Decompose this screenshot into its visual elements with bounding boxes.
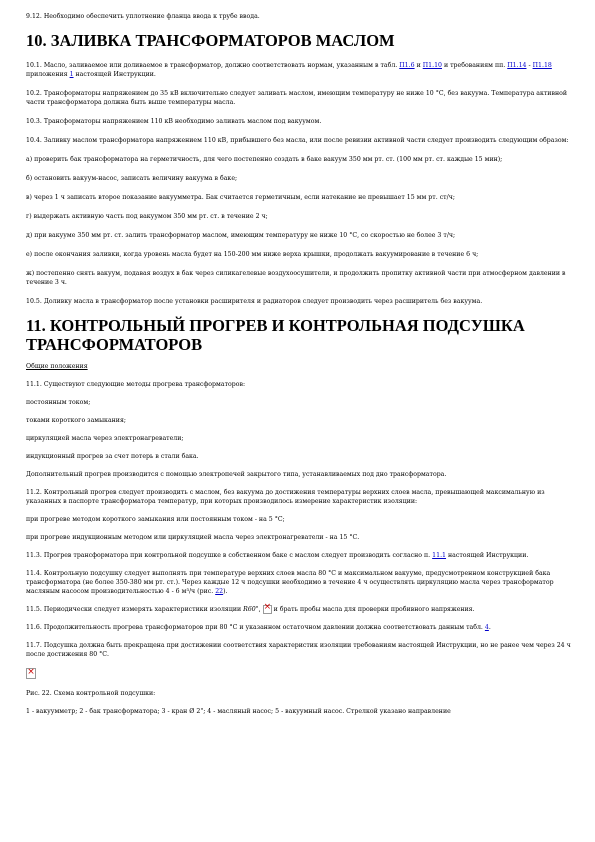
para-10-4: 10.4. Заливку маслом трансформатора напряжением 110 кВ, прибывшего без масла, или после ревизии активной части следует производить следующим образом: <box>26 137 569 144</box>
para-10-4-v: в) через 1 ч записать второе показание вакуумметра. Бак считается герметичным, если натекание не превышает 15 мм рт. ст/ч; <box>26 194 455 201</box>
section-10-title: 10. ЗАЛИВКА ТРАНСФОРМАТОРОВ МАСЛОМ <box>26 31 395 50</box>
para-11-4: 11.4. Контрольную подсушку следует выполнять при температуре верхних слоев масла 80 °С и максимальном вакууме, предусмотренном конструкцией бака трансформатора (не более 350-380 мм рт. ст.). Через каждые 12 ч подсушки необходимо в течение 4 ч осуществлять циркуляцию масла через трансформатор масляным насосом производительностью 4 - 6 м³/ч (рис. 22). <box>26 570 554 595</box>
link-p1-14[interactable]: П1.14 <box>507 62 527 69</box>
link-11-1[interactable]: 11.1 <box>432 552 447 559</box>
para-11-2: 11.2. Контрольный прогрев следует производить с маслом, без вакуума до достижения температуры верхних слоев масла, превышающей максимальную из указанных в паспорте трансформатора температур, при которых производилось измерение характеристик изоляции: <box>26 489 545 505</box>
figure-22-caption: Рис. 22. Схема контрольной подсушки: <box>26 690 156 697</box>
para-10-4-d: д) при вакууме 350 мм рт. ст. залить трансформатор маслом, имеющим температуру не ниже 10 °С, со скоростью не более 3 т/ч; <box>26 232 456 239</box>
para-10-4-e: е) после окончания заливки, когда уровень масла будет на 150-200 мм ниже верха крышки, продолжать вакуумирование в течение 6 ч; <box>26 251 479 258</box>
para-10-4-b: б) остановить вакуум-насос, записать величину вакуума в баке; <box>26 175 238 182</box>
para-11-6: 11.6. Продолжительность прогрева трансформаторов при 80 °С и указанном остаточном давлении должна соответствовать данным табл. 4. <box>26 624 491 631</box>
para-10-3: 10.3. Трансформаторы напряжением 110 кВ необходимо заливать маслом под вакуумом. <box>26 118 322 125</box>
section-11-title: 11. КОНТРОЛЬНЫЙ ПРОГРЕВ И КОНТРОЛЬНАЯ ПОДСУШКА ТРАНСФОРМАТОРОВ <box>26 316 525 354</box>
para-11-1: 11.1. Существуют следующие методы прогрева трансформаторов: <box>26 381 246 388</box>
link-p1-6[interactable]: П1.6 <box>399 62 415 69</box>
para-10-4-a: а) проверить бак трансформатора на герметичность, для чего постепенно создать в баке вакуум 350 мм рт. ст. (100 мм рт. ст. каждые 15 мин); <box>26 156 503 163</box>
broken-image-icon <box>26 668 36 679</box>
method-short-circuit: токами короткого замыкания; <box>26 417 126 424</box>
intro-line: 9.12. Необходимо обеспечить уплотнение фланца ввода к трубе ввода. <box>26 13 260 20</box>
para-10-4-g: г) выдержать активную часть под вакуумом 350 мм рт. ст. в течение 2 ч; <box>26 213 268 220</box>
link-fig-22[interactable]: 22 <box>215 588 224 595</box>
figure-22-legend: 1 - вакуумметр; 2 - бак трансформатора; 3 - кран Ø 2"; 4 - масляный насос; 5 - вакуумный насос. Стрелкой указано направление <box>26 708 451 715</box>
para-10-1: 10.1. Масло, заливаемое или доливаемое в трансформатор, должно соответствовать нормам, указанным в табл. П1.6 и П1.10 и требованиям пп. П1.14 - П1.18 приложения 1 настоящей Инструкции. <box>26 62 552 78</box>
para-11-3: 11.3. Прогрев трансформатора при контрольной подсушке в собственном баке с маслом следует производить согласно п. 11.1 настоящей Инструкции. <box>26 552 529 559</box>
link-p1-10[interactable]: П1.10 <box>422 62 442 69</box>
method-oil-circulation: циркуляцией масла через электронагреватели; <box>26 435 184 442</box>
section-11-subtitle: Общие положения <box>26 363 88 370</box>
broken-image-icon <box>263 605 272 614</box>
figure-22-image <box>26 668 571 680</box>
para-10-2: 10.2. Трансформаторы напряжением до 35 кВ включительно следует заливать маслом, имеющим температуру не ниже 10 °С, без вакуума. Температура активной части трансформатора должна быть выше температуры масла. <box>26 90 567 106</box>
link-p1-18[interactable]: П1.18 <box>532 62 552 69</box>
para-10-5: 10.5. Доливку масла в трансформатор после установки расширителя и радиаторов следует производить через расширитель без вакуума. <box>26 298 483 305</box>
para-11-7: 11.7. Подсушка должна быть прекращена при достижении соответствия характеристик изоляции требованиям настоящей Инструкции, но не ранее чем через 24 ч после достижения 80 °С. <box>26 642 571 658</box>
link-appendix-1[interactable]: 1 <box>69 71 74 78</box>
link-table-4[interactable]: 4 <box>484 624 489 631</box>
para-11-5: 11.5. Периодически следует измерять характеристики изоляции R60", × и брать пробы масла для проверки пробивного напряжения. <box>26 605 571 614</box>
para-11-2-a: при прогреве методом короткого замыкания или постоянным током - на 5 °С; <box>26 516 285 523</box>
para-11-2-b: при прогреве индукционным методом или циркуляцией масла через электронагреватели - на 15 °С. <box>26 534 360 541</box>
para-11-extra-heating: Дополнительный прогрев производится с помощью электропечей закрытого типа, устанавливаемых под дно трансформатора. <box>26 471 447 478</box>
method-dc: постоянным током; <box>26 399 91 406</box>
method-induction: индукционный прогрев за счет потерь в стали бака. <box>26 453 199 460</box>
para-10-4-zh: ж) постепенно снять вакуум, подавая воздух в бак через силикагелевые воздухоосушители, и продолжить пропитку активной части при атмосферном давлении в течение 3 ч. <box>26 270 566 286</box>
